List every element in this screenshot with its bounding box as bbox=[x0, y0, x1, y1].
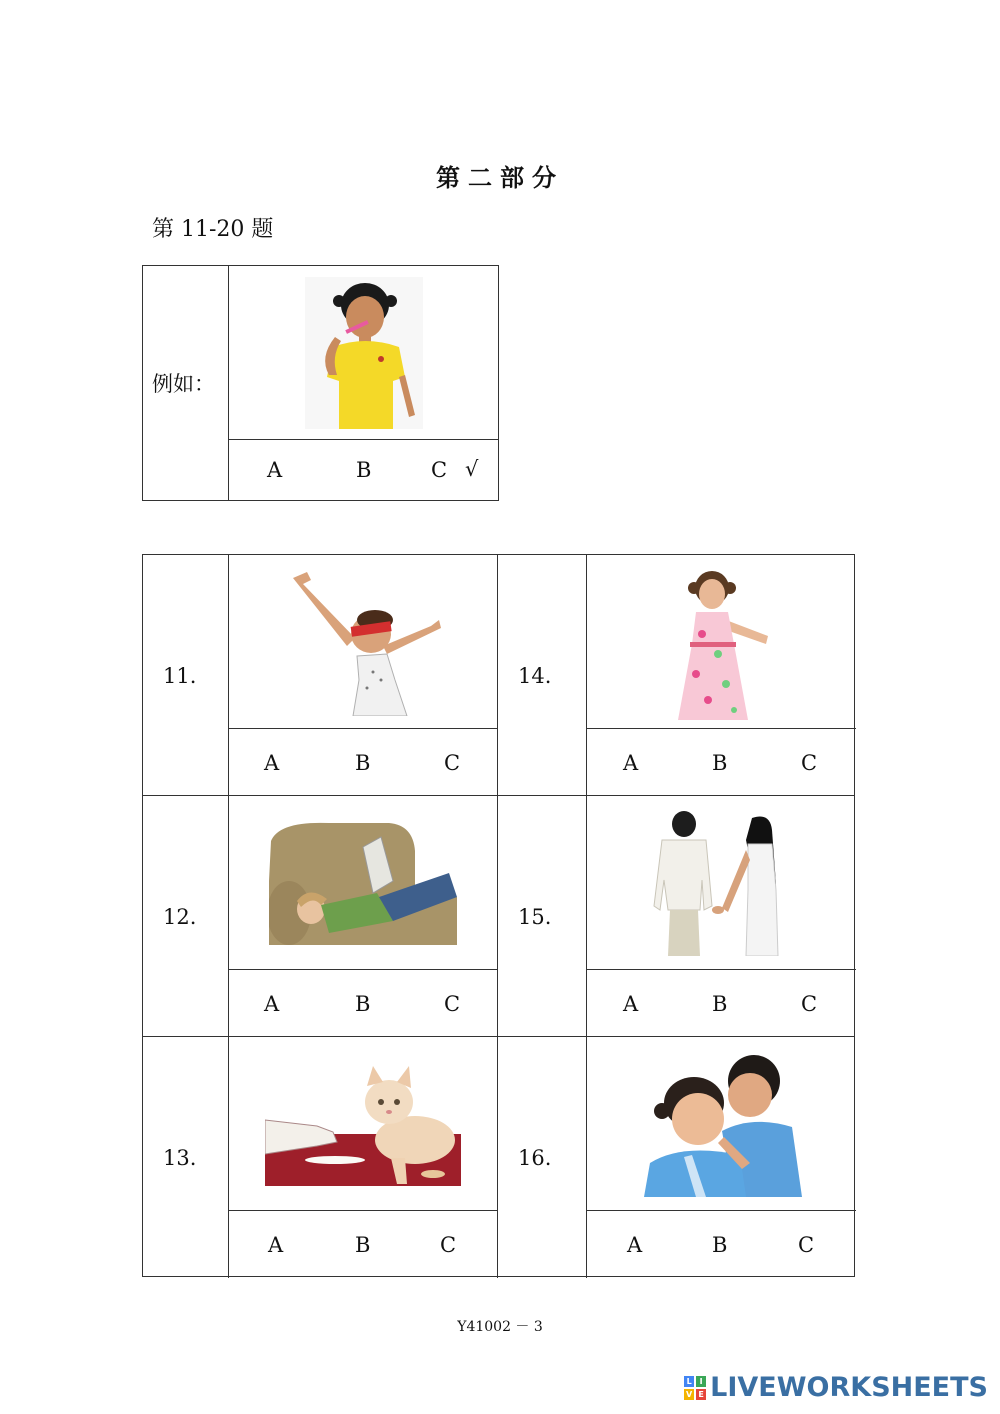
example-option-c[interactable]: C bbox=[431, 458, 448, 482]
section-title: 第二部分 bbox=[436, 163, 564, 192]
question-image-cell bbox=[587, 1037, 856, 1211]
question-row bbox=[143, 796, 854, 1037]
logo-blocks-icon: L I V E bbox=[684, 1376, 706, 1400]
question-number: 12. bbox=[143, 796, 229, 1037]
option-a[interactable]: A bbox=[623, 750, 639, 775]
option-c[interactable]: C bbox=[444, 991, 461, 1016]
option-b[interactable]: B bbox=[355, 991, 371, 1016]
option-a[interactable]: A bbox=[268, 1232, 284, 1257]
option-b[interactable]: B bbox=[712, 991, 728, 1016]
page-code: Y41002 － 3 bbox=[457, 1319, 543, 1335]
option-c[interactable]: C bbox=[444, 750, 461, 775]
example-label: 例如： bbox=[143, 266, 229, 500]
liveworksheets-logo bbox=[684, 1372, 988, 1403]
option-b[interactable]: B bbox=[712, 1232, 728, 1257]
option-b[interactable]: B bbox=[355, 1232, 371, 1257]
question-image-cell bbox=[229, 1037, 498, 1211]
example-option-a[interactable]: A bbox=[267, 458, 283, 482]
question-number: 13. bbox=[143, 1037, 229, 1278]
question-image-cell bbox=[587, 555, 856, 729]
question-options bbox=[229, 729, 498, 796]
girl-reading-on-sofa-image bbox=[269, 821, 457, 945]
option-c[interactable]: C bbox=[801, 750, 818, 775]
question-number: 11. bbox=[143, 555, 229, 796]
check-mark-icon: √ bbox=[465, 456, 479, 481]
question-number: 15. bbox=[498, 796, 587, 1037]
girl-brushing-teeth-image bbox=[305, 277, 423, 429]
example-options bbox=[229, 440, 498, 500]
kitten-spilled-milk-image bbox=[265, 1062, 461, 1186]
option-c[interactable]: C bbox=[798, 1232, 815, 1257]
question-options bbox=[587, 970, 856, 1037]
example-option-b[interactable]: B bbox=[356, 458, 372, 482]
question-options bbox=[229, 970, 498, 1037]
question-row bbox=[143, 1037, 854, 1278]
boy-whispering-to-girl-image bbox=[642, 1051, 802, 1197]
option-a[interactable]: A bbox=[627, 1232, 643, 1257]
question-image-cell bbox=[587, 796, 856, 970]
example-image-cell bbox=[229, 266, 498, 440]
option-b[interactable]: B bbox=[355, 750, 371, 775]
option-a[interactable]: A bbox=[623, 991, 639, 1016]
question-options bbox=[587, 729, 856, 796]
option-b[interactable]: B bbox=[712, 750, 728, 775]
girl-in-floral-dress-image bbox=[672, 564, 772, 720]
option-c[interactable]: C bbox=[801, 991, 818, 1016]
questions-grid bbox=[142, 554, 855, 1277]
option-a[interactable]: A bbox=[264, 750, 280, 775]
question-image-cell bbox=[229, 555, 498, 729]
question-options bbox=[587, 1211, 856, 1278]
question-options bbox=[229, 1211, 498, 1278]
question-number: 14. bbox=[498, 555, 587, 796]
brand-name: LIVEWORKSHEETS bbox=[710, 1372, 988, 1403]
girl-blindfolded-arms-out-image bbox=[283, 568, 443, 716]
option-a[interactable]: A bbox=[264, 991, 280, 1016]
option-c[interactable]: C bbox=[440, 1232, 457, 1257]
question-image-cell bbox=[229, 796, 498, 970]
couple-holding-hands-image bbox=[648, 810, 796, 956]
question-range: 第 11-20 题 bbox=[152, 217, 274, 242]
question-row bbox=[143, 555, 854, 796]
question-number: 16. bbox=[498, 1037, 587, 1278]
example-box bbox=[142, 265, 499, 501]
